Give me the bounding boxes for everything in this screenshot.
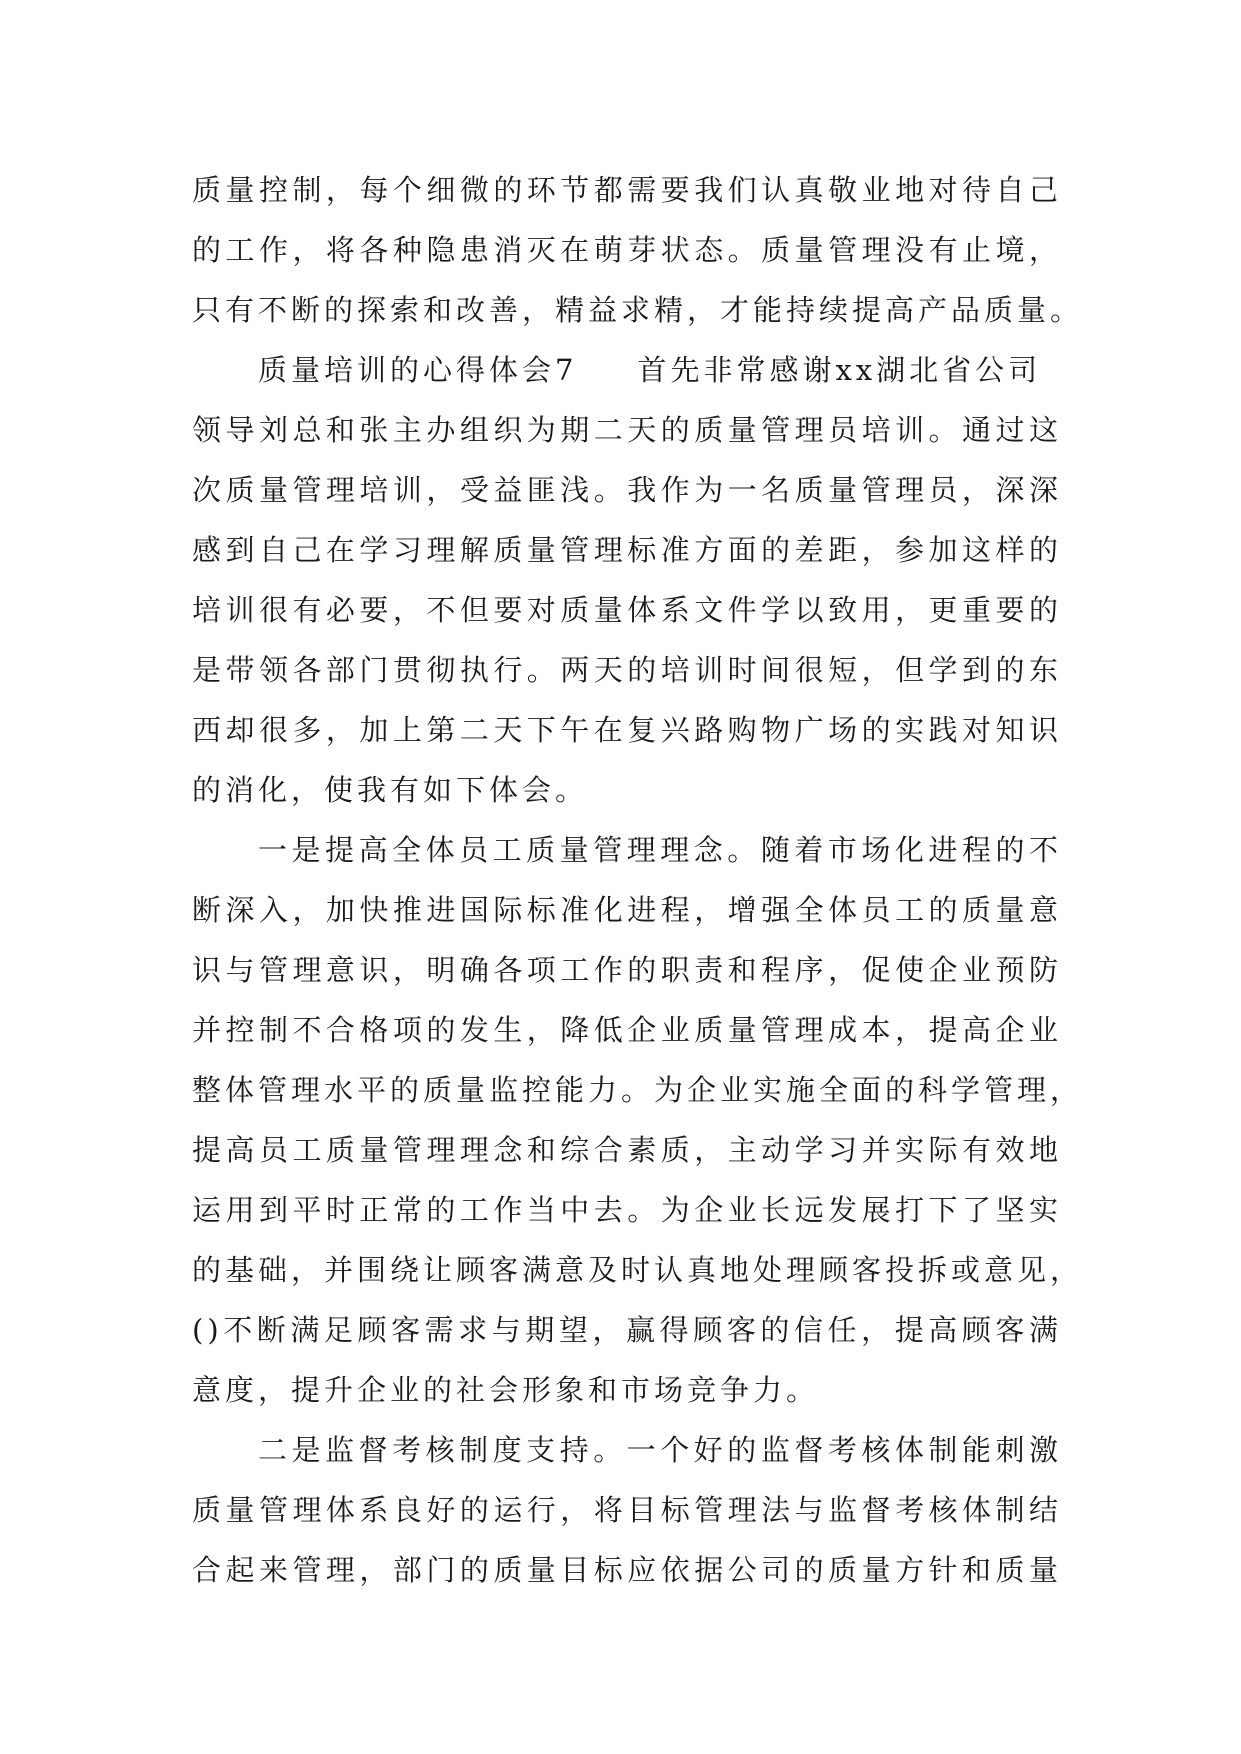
paragraph-line: 识与管理意识，明确各项工作的职责和程序，促使企业预防 — [192, 953, 1062, 987]
document-body — [192, 160, 1084, 1600]
paragraph-first-line: 一是提高全体员工质量管理理念。随着市场化进程的不 — [258, 833, 1062, 867]
section-heading-line — [192, 340, 1062, 400]
paragraph-line: 培训很有必要，不但要对质量体系文件学以致用，更重要的 — [192, 593, 1062, 627]
paragraph-line: 是带领各部门贯彻执行。两天的培训时间很短，但学到的东 — [192, 653, 1062, 687]
paragraph-line: 运用到平时正常的工作当中去。为企业长远发展打下了坚实 — [192, 1193, 1062, 1227]
paragraph-line: 意度，提升企业的社会形象和市场竞争力。 — [192, 1373, 820, 1407]
paragraph-line: 并控制不合格项的发生，降低企业质量管理成本，提高企业 — [192, 1013, 1062, 1047]
paragraph-first-line: 二是监督考核制度支持。一个好的监督考核体制能刺激 — [258, 1433, 1062, 1467]
paragraph-line: 合起来管理，部门的质量目标应依据公司的质量方针和质量 — [192, 1553, 1062, 1587]
paragraph-line: ()不断满足顾客需求与期望，赢得顾客的信任，提高顾客满 — [192, 1313, 1062, 1347]
paragraph-start: 首先非常感谢xx湖北省公司 — [637, 353, 1042, 387]
paragraph-line: 的消化，使我有如下体会。 — [192, 773, 589, 807]
paragraph-line: 西却很多，加上第二天下午在复兴路购物广场的实践对知识 — [192, 713, 1062, 747]
paragraph-line: 的基础，并围绕让顾客满意及时认真地处理顾客投拆或意见， — [192, 1253, 1084, 1287]
paragraph-line: 次质量管理培训，受益匪浅。我作为一名质量管理员，深深 — [192, 473, 1062, 507]
paragraph-line: 整体管理水平的质量监控能力。为企业实施全面的科学管理， — [192, 1073, 1084, 1107]
section-heading: 质量培训的心得体会7 — [258, 353, 578, 387]
paragraph-line: 质量管理体系良好的运行，将目标管理法与监督考核体制结 — [192, 1493, 1062, 1527]
paragraph-line: 质量控制，每个细微的环节都需要我们认真敬业地对待自己 — [192, 173, 1062, 207]
paragraph-line: 提高员工质量管理理念和综合素质，主动学习并实际有效地 — [192, 1133, 1062, 1167]
paragraph-line: 只有不断的探索和改善，精益求精，才能持续提高产品质量。 — [192, 293, 1084, 327]
paragraph-line: 的工作，将各种隐患消灭在萌芽状态。质量管理没有止境， — [192, 233, 1062, 267]
paragraph-line: 断深入，加快推进国际标准化进程，增强全体员工的质量意 — [192, 893, 1062, 927]
paragraph-line: 领导刘总和张主办组织为期二天的质量管理员培训。通过这 — [192, 413, 1062, 447]
paragraph-line: 感到自己在学习理解质量管理标准方面的差距，参加这样的 — [192, 533, 1062, 567]
